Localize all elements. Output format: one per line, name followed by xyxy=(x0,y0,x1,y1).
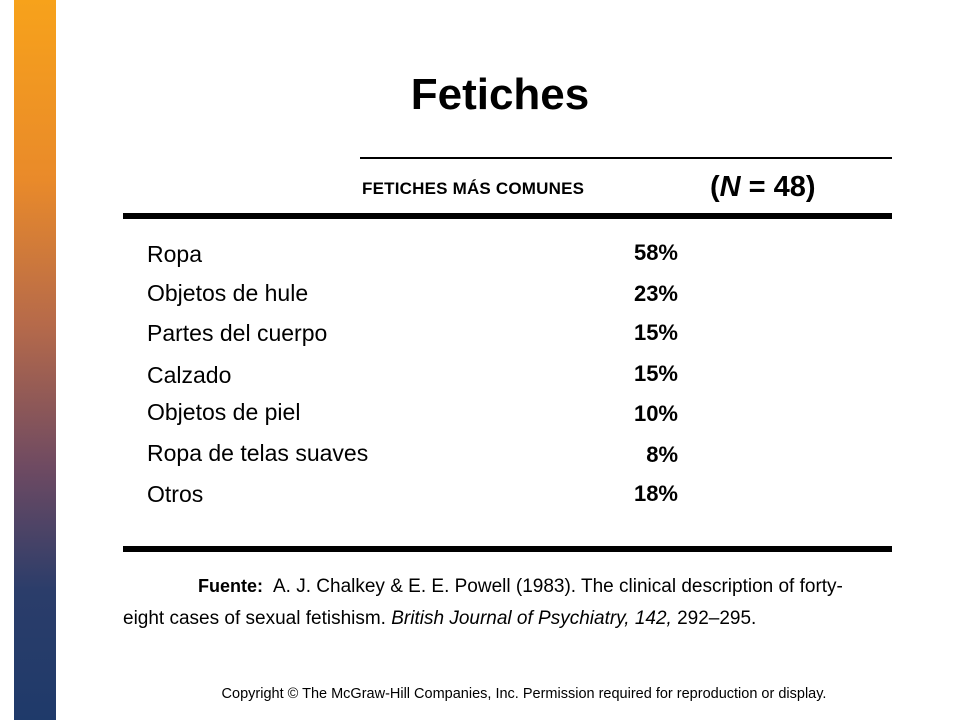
table-bottom-rule xyxy=(123,546,892,552)
row-label-calzado: Calzado xyxy=(147,362,232,388)
row-label-objetos-hule: Objetos de hule xyxy=(147,280,309,306)
source-journal: British Journal of Psychiatry, 142, xyxy=(391,608,672,629)
source-heading: Fuente: xyxy=(198,576,263,596)
row-label-ropa-telas-suaves: Ropa de telas suaves xyxy=(147,440,369,466)
source-pages: 292–295. xyxy=(677,608,757,629)
row-label-objetos-piel: Objetos de piel xyxy=(147,399,301,425)
row-value-objetos-piel: 10% xyxy=(633,401,678,426)
slide-title: Fetiches xyxy=(410,70,590,119)
n-variable: N xyxy=(719,171,741,203)
copyright-notice: Copyright © The McGraw-Hill Companies, Inc. Permission required for reproduction or display. xyxy=(221,686,827,702)
n-open-paren: ( xyxy=(710,171,720,203)
sample-size-label xyxy=(710,171,816,204)
row-value-objetos-hule: 23% xyxy=(633,281,678,306)
table-column-header: FETICHES MÁS COMUNES xyxy=(362,179,585,198)
row-value-ropa: 58% xyxy=(633,240,678,265)
source-citation xyxy=(123,570,883,635)
table-top-rule xyxy=(360,157,892,159)
row-label-ropa: Ropa xyxy=(147,241,202,267)
row-value-ropa-telas-suaves: 8% xyxy=(646,442,678,467)
row-value-calzado: 15% xyxy=(633,361,678,386)
row-value-partes-cuerpo: 15% xyxy=(633,320,678,345)
row-value-otros: 18% xyxy=(633,481,678,506)
source-authors-title: A. J. Chalkey & E. E. Powell (1983). The clinical description of forty-eight cases of sexual fetishism. xyxy=(123,576,843,629)
row-label-partes-cuerpo: Partes del cuerpo xyxy=(147,320,328,346)
n-value: = 48) xyxy=(740,171,816,203)
table-header-rule xyxy=(123,213,892,219)
row-label-otros: Otros xyxy=(147,481,204,507)
